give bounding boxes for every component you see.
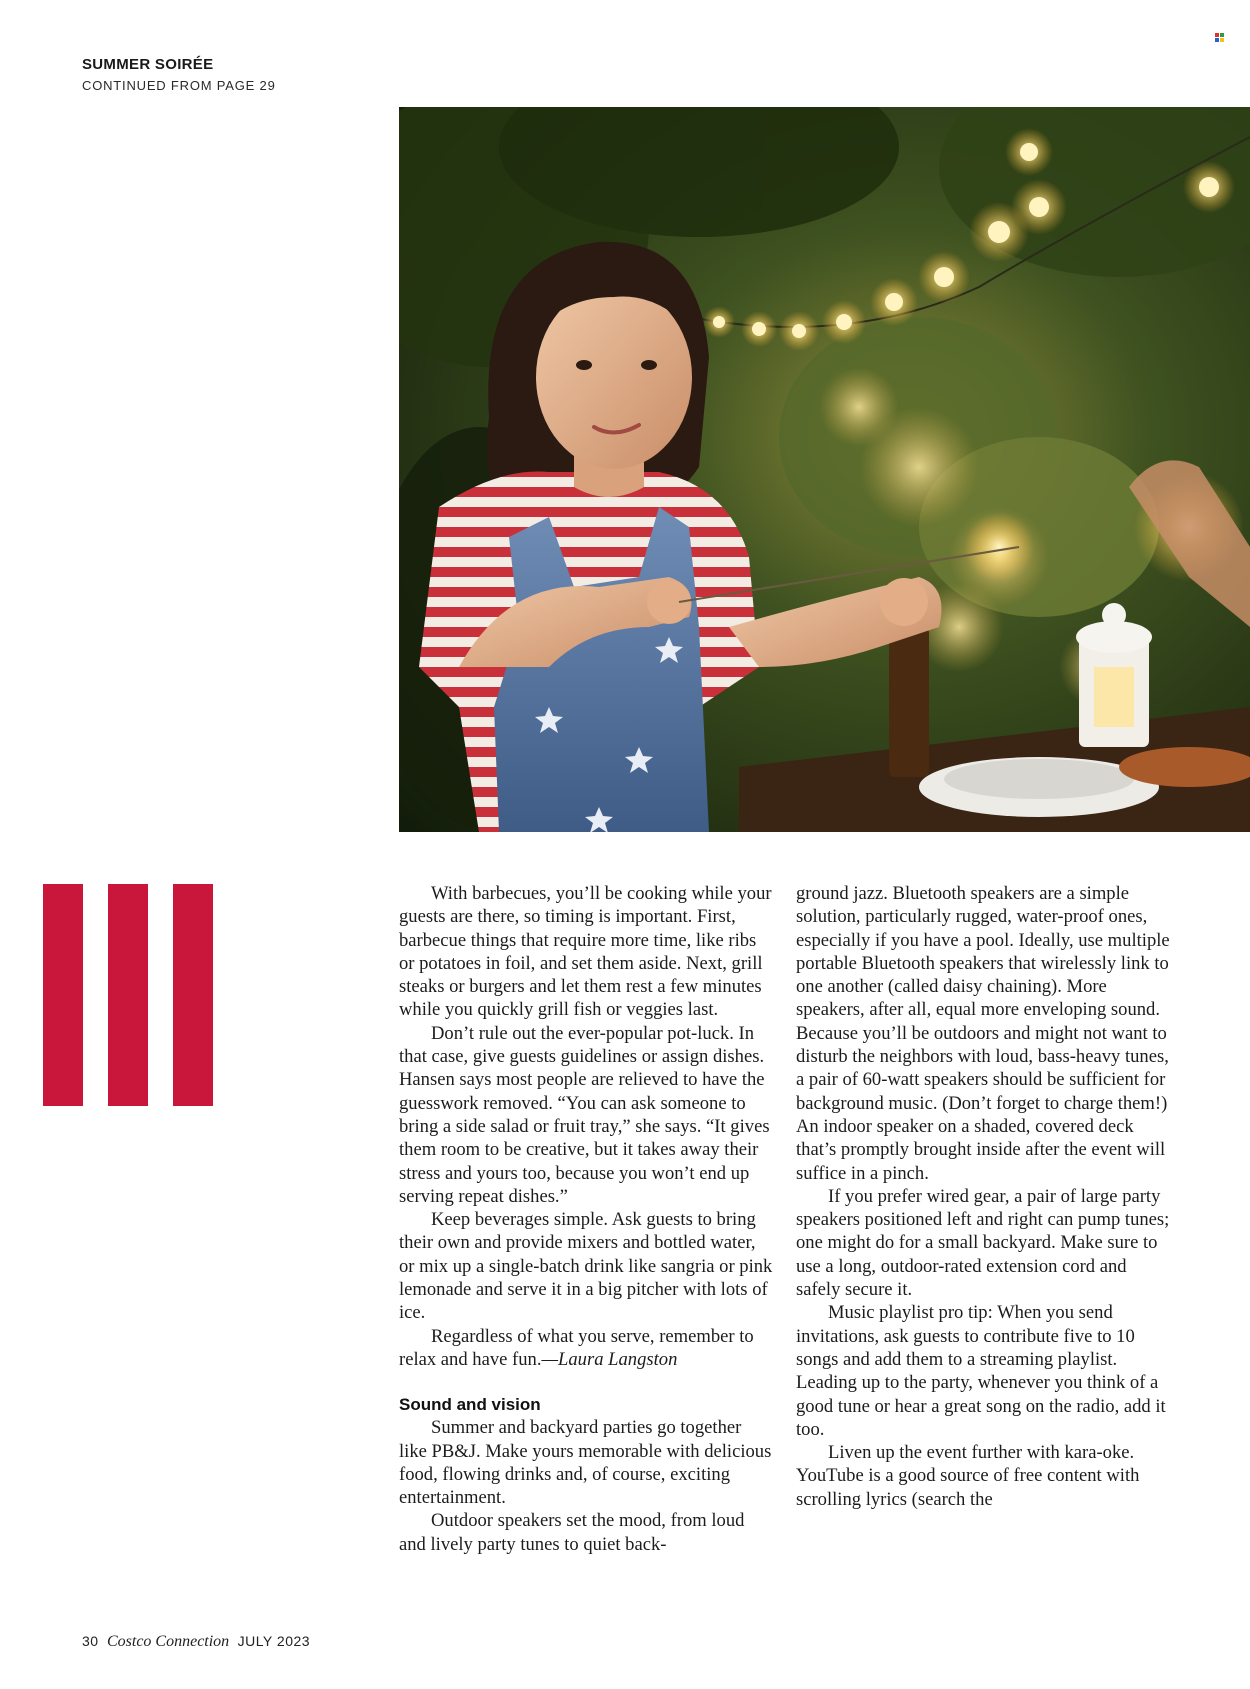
- bottle: [889, 627, 929, 777]
- paragraph-with-byline: [399, 1325, 773, 1372]
- publication-name: Costco Connection: [106, 1633, 230, 1650]
- paragraph: Music playlist pro tip: When you send invitations, ask guests to contribute five to 10 songs and add them to a streaming playlist. Leading up to the party, whenever you think of a good tune or hear a great song on the radio, add it too.: [796, 1302, 1166, 1440]
- page-footer: [82, 1633, 310, 1651]
- color-mark-icon: [1215, 33, 1224, 42]
- subhead: Sound and vision: [399, 1395, 541, 1415]
- paragraph-text: Regardless of what you serve, remember to relax and have fun.: [399, 1325, 754, 1370]
- paragraph: With barbecues, you’ll be cooking while your guests are there, so timing is important. First, barbecue things that require more time, like ribs or potatoes in foil, and set them aside. Next, grill steaks or burgers and let them rest a few minutes while you quickly grill fish or veggies last.: [399, 883, 772, 1021]
- party-photo: [399, 107, 1250, 832]
- issue-date: JULY 2023: [237, 1633, 311, 1649]
- article-column-2: [796, 882, 1170, 1511]
- paragraph: ground jazz. Bluetooth speakers are a simple solution, particularly rugged, water-proof ones, especially if you have a pool. Ideally, use multiple portable Bluetooth speakers that wirelessly link to one another (called daisy chaining). More speakers, after all, equal more enveloping sound. Because you’ll be outdoors and might not want to disturb the neighbors with loud, bass-heavy tunes, a pair of 60-watt speakers should be sufficient for background music. (Don’t forget to charge them!) An indoor speaker on a shaded, covered deck that’s promptly brought inside after the event will suffice in a pinch.: [796, 883, 1170, 1184]
- paragraph: Keep beverages simple. Ask guests to bring their own and provide mixers and bottled water, or mix up a single-batch drink like sangria or pink lemonade and serve it in a big pitcher with lots of ice.: [399, 1209, 773, 1324]
- paragraph: Summer and backyard parties go together like PB&J. Make yours memorable with delicious food, flowing drinks and, of course, exciting entertainment.: [399, 1417, 772, 1509]
- paragraph: Liven up the event further with kara-oke. YouTube is a good source of free content with scrolling lyrics (search the: [796, 1442, 1140, 1510]
- paragraph: Don’t rule out the ever-popular pot-luck. In that case, give guests guidelines or assign dishes. Hansen says most people are relieved to have the guesswork removed. “You can ask someone to bring a side salad or fruit tray,” she says. “It gives them room to be creative, but it takes away their stress and yours too, because you won’t end up serving repeat dishes.”: [399, 1022, 770, 1207]
- page-number: 30: [82, 1633, 99, 1649]
- girl-face: [536, 285, 692, 469]
- section-label: SUMMER SOIRÉE: [82, 56, 214, 73]
- article-column-1: [399, 882, 773, 1556]
- continued-from-label: CONTINUED FROM PAGE 29: [82, 78, 276, 93]
- paragraph: Outdoor speakers set the mood, from loud and lively party tunes to quiet back-: [399, 1510, 745, 1555]
- paragraph: If you prefer wired gear, a pair of large party speakers positioned left and right can pump tunes; one might do for a small backyard. Make sure to use a long, outdoor-rated extension cord and safely secure it.: [796, 1185, 1170, 1301]
- byline: —Laura Langston: [541, 1348, 678, 1370]
